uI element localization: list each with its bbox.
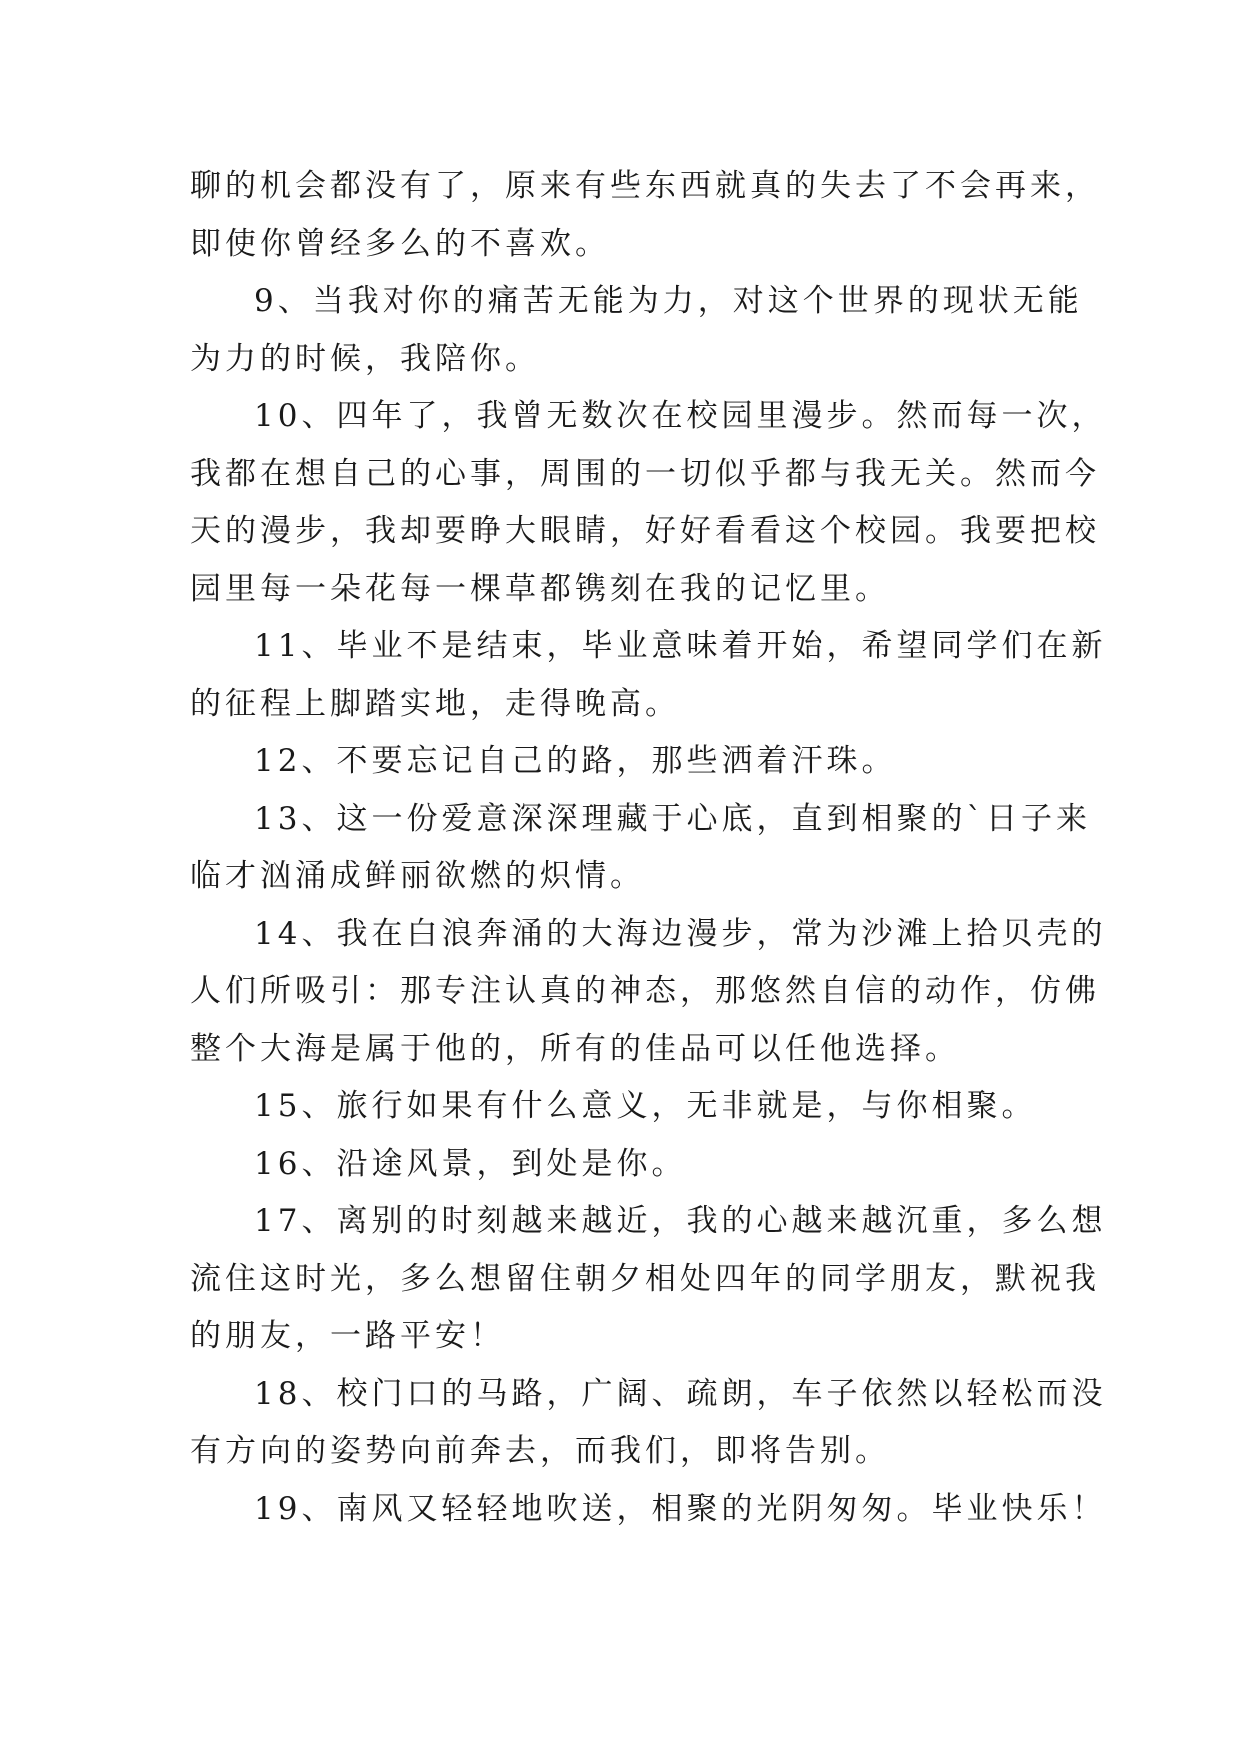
- text-line: 临才汹涌成鲜丽欲燃的炽情。: [190, 858, 645, 894]
- text-line: 为力的时候，我陪你。: [190, 340, 540, 377]
- text-line: 的朋友，一路平安！: [190, 1318, 505, 1354]
- text-line: 聊的机会都没有了，原来有些东西就真的失去了不会再来，: [190, 168, 1100, 204]
- text-line: 13、这一份爱意深深理藏于心底，直到相聚的`日子来: [254, 800, 1091, 837]
- paragraph-item-15: [190, 1078, 1060, 1136]
- paragraph-item-17: [190, 1193, 1107, 1366]
- text-line: 19、南风又轻轻地吹送，相聚的光阴匆匆。毕业快乐！: [254, 1490, 1107, 1527]
- text-line: 流住这时光，多么想留住朝夕相处四年的同学朋友，默祝我: [190, 1260, 1100, 1297]
- text-line: 园里每一朵花每一棵草都镌刻在我的记忆里。: [190, 570, 890, 607]
- paragraph-item-9: [190, 273, 1083, 388]
- text-line: 9、当我对你的痛苦无能为力，对这个世界的现状无能: [254, 283, 1083, 319]
- text-line: 15、旅行如果有什么意义，无非就是，与你相聚。: [254, 1088, 1037, 1124]
- paragraph-item-13: [190, 791, 1091, 906]
- text-line: 17、离别的时刻越来越近，我的心越来越沉重，多么想: [254, 1203, 1107, 1239]
- text-line: 有方向的姿势向前奔去，而我们，即将告别。: [190, 1433, 890, 1469]
- text-line: 人们所吸引：那专注认真的神态，那悠然自信的动作，仿佛: [190, 973, 1100, 1009]
- paragraph-item-18: [190, 1366, 1107, 1481]
- text-line: 整个大海是属于他的，所有的佳品可以任他选择。: [190, 1030, 960, 1067]
- text-line: 的征程上脚踏实地，走得晚高。: [190, 685, 680, 722]
- paragraph-continuation: [190, 158, 1100, 273]
- paragraph-item-14: [190, 906, 1107, 1079]
- text-line: 10、四年了，我曾无数次在校园里漫步。然而每一次，: [254, 398, 1107, 434]
- document-body: [190, 158, 1107, 1538]
- text-line: 天的漫步，我却要睁大眼睛，好好看看这个校园。我要把校: [190, 513, 1100, 549]
- paragraph-item-19: [190, 1481, 1107, 1539]
- paragraph-item-16: [190, 1136, 1060, 1194]
- text-line: 12、不要忘记自己的路，那些洒着汗珠。: [254, 743, 897, 779]
- text-line: 即使你曾经多么的不喜欢。: [190, 225, 610, 262]
- paragraph-item-10: [190, 388, 1107, 618]
- paragraph-item-12: [190, 733, 1060, 791]
- text-line: 14、我在白浪奔涌的大海边漫步，常为沙滩上拾贝壳的: [254, 915, 1107, 952]
- text-line: 11、毕业不是结束，毕业意味着开始，希望同学们在新: [254, 628, 1107, 664]
- text-line: 18、校门口的马路，广阔、疏朗，车子依然以轻松而没: [254, 1375, 1107, 1412]
- text-line: 我都在想自己的心事，周围的一切似乎都与我无关。然而今: [190, 455, 1100, 492]
- text-line: 16、沿途风景，到处是你。: [254, 1145, 687, 1182]
- paragraph-item-11: [190, 618, 1107, 733]
